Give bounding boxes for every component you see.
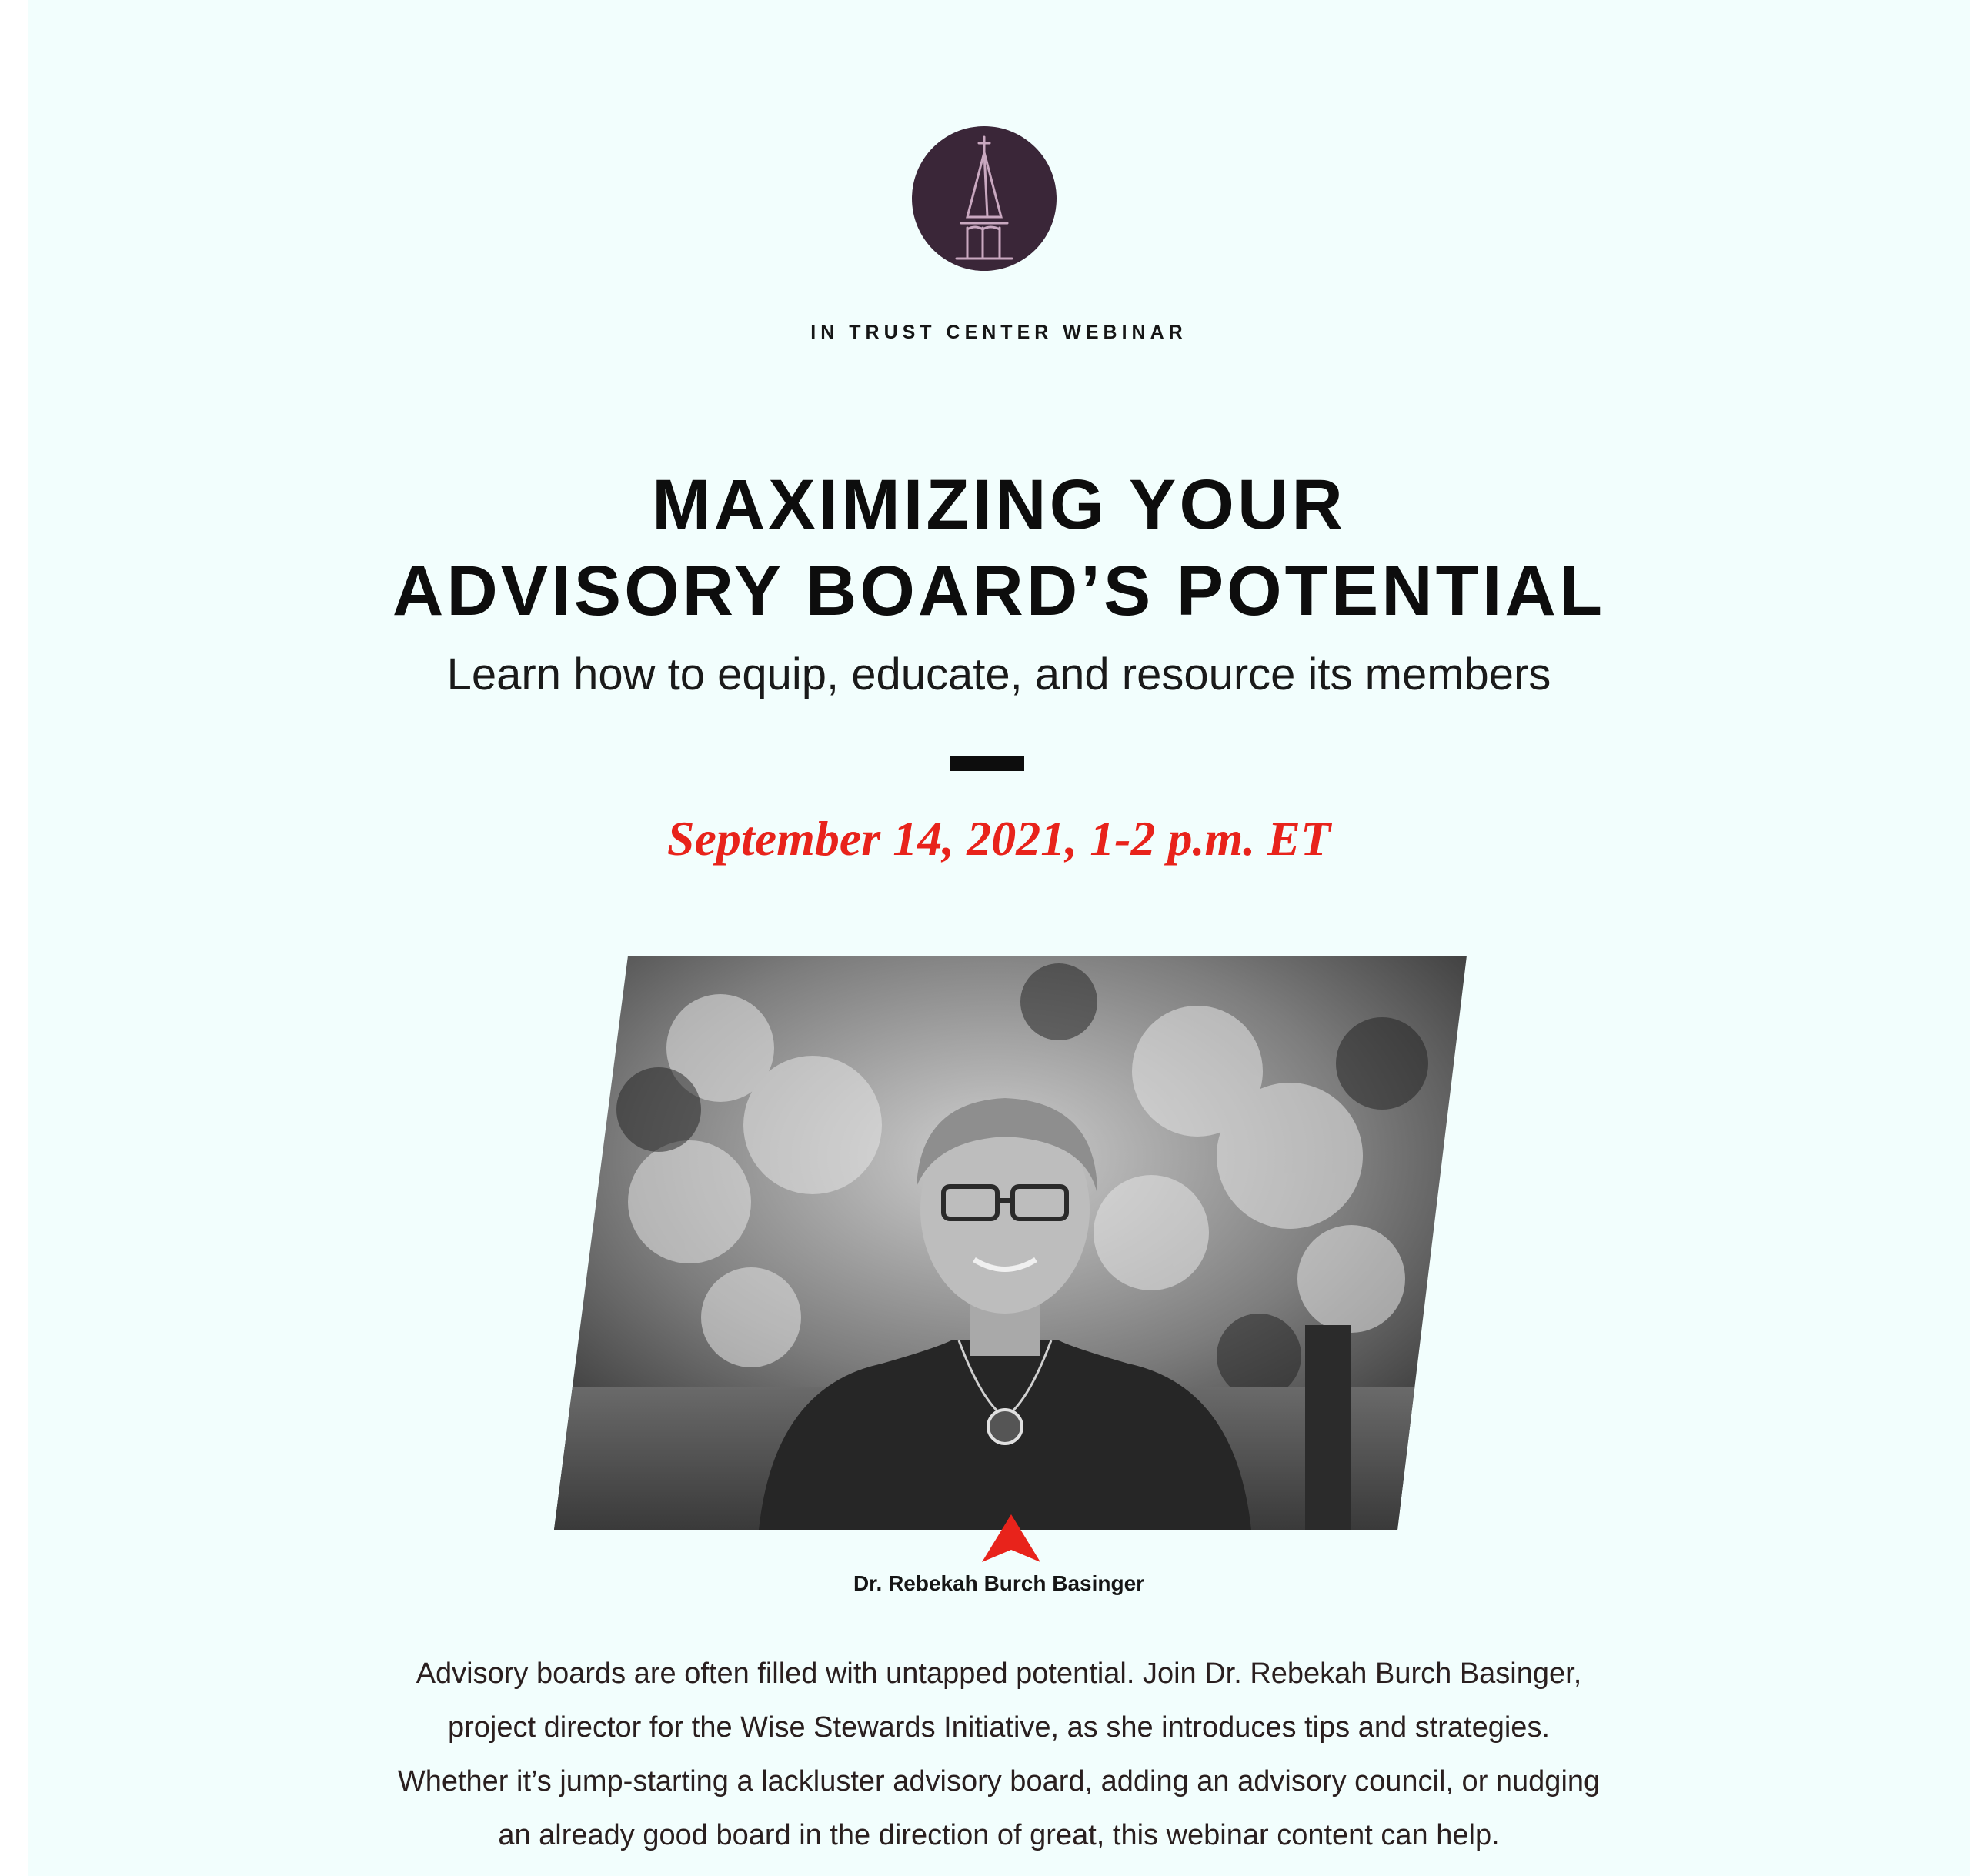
webinar-eyebrow: IN TRUST CENTER WEBINAR	[810, 322, 1187, 343]
description-line-2: project director for the Wise Stewards Initiative, as she introduces tips and strategies.	[448, 1711, 1550, 1744]
webinar-description	[282, 1647, 1716, 1862]
webinar-flyer	[28, 0, 1970, 1876]
webinar-title	[28, 462, 1970, 634]
event-date: September 14, 2021, 1-2 p.m. ET	[666, 811, 1331, 866]
title-line-2: ADVISORY BOARD’S POTENTIAL	[392, 552, 1606, 630]
title-line-1: MAXIMIZING YOUR	[652, 466, 1346, 544]
speaker-portrait-photo	[520, 956, 1467, 1530]
chapel-steeple-icon	[912, 126, 1057, 271]
title-divider	[950, 756, 1024, 771]
red-arrow-up-icon	[982, 1514, 1040, 1565]
description-line-1: Advisory boards are often filled with untapped potential. Join Dr. Rebekah Burch Basinger,	[416, 1657, 1582, 1690]
logo-mark	[912, 126, 1057, 271]
speaker-caption: Dr. Rebekah Burch Basinger	[853, 1571, 1145, 1595]
webinar-subtitle: Learn how to equip, educate, and resource its members	[446, 649, 1551, 699]
description-line-3: Whether it’s jump-starting a lackluster advisory board, adding an advisory council, or nudging	[397, 1765, 1601, 1798]
description-line-4: an already good board in the direction of great, this webinar content can help.	[498, 1819, 1500, 1851]
